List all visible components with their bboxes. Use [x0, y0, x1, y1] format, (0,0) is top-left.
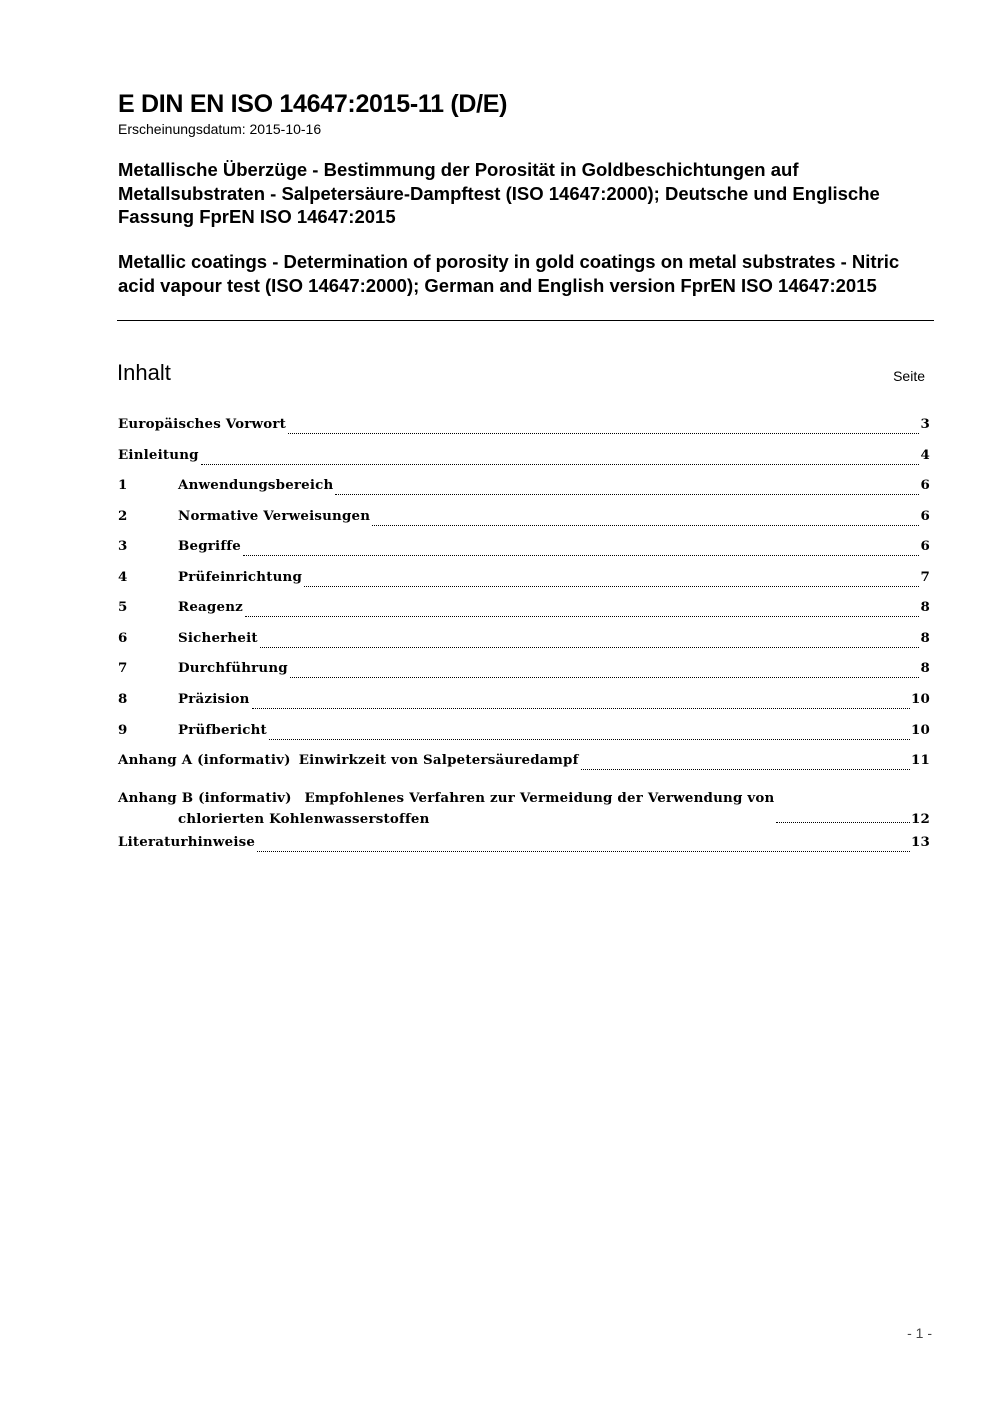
- toc-entry-title: Einwirkzeit von Salpetersäuredampf: [298, 752, 579, 768]
- toc-entry[interactable]: [118, 538, 930, 560]
- document-id: E DIN EN ISO 14647:2015-11 (D/E): [118, 90, 508, 118]
- toc-entry[interactable]: [118, 508, 930, 530]
- toc-entry-number: 6: [118, 630, 128, 646]
- toc-leader: [243, 555, 919, 556]
- title-english: Metallic coatings - Determination of porosity in gold coatings on metal substrates - Nitric acid vapour test (ISO 14647:2000); German and English version FprEN ISO 14647:2015: [118, 251, 900, 296]
- toc-leader: [260, 647, 920, 648]
- toc-entry-annex-a[interactable]: [118, 752, 930, 774]
- toc-entry-title: Anwendungsbereich: [178, 477, 334, 493]
- toc-entry-number: Anhang A (informativ): [118, 752, 291, 768]
- toc-entry-page: 8: [920, 630, 930, 646]
- toc-leader: [257, 851, 910, 852]
- toc-entry-number: 7: [118, 660, 128, 676]
- toc-entry-page: 8: [920, 599, 930, 615]
- title-german: Metallische Überzüge - Bestimmung der Porosität in Goldbeschichtungen auf Metallsubstraten - Salpetersäure-Dampftest (ISO 14647:2000); Deutsche und Englische Fassung FprEN ISO 14647:2015: [118, 159, 880, 227]
- toc-entry-title-block: [118, 790, 774, 827]
- toc-entry-number: 5: [118, 599, 128, 615]
- toc-entry-title-line1: [118, 790, 774, 806]
- toc-entry-title: Europäisches Vorwort: [118, 416, 287, 432]
- toc-leader: [288, 433, 919, 434]
- toc-entry-title: Begriffe: [178, 538, 241, 554]
- toc-entry-page: 11: [910, 752, 930, 768]
- toc-entry-title: Prüfeinrichtung: [178, 569, 303, 585]
- toc-entry-number: 3: [118, 538, 128, 554]
- toc-leader: [372, 525, 919, 526]
- toc-entry-annex-b[interactable]: [118, 783, 930, 827]
- toc-entry-title: Literaturhinweise: [118, 834, 256, 850]
- toc-leader: [581, 769, 910, 770]
- toc-entry-page: 13: [910, 834, 930, 850]
- toc-leader: [201, 464, 920, 465]
- toc-entry[interactable]: [118, 660, 930, 682]
- toc-entry-page: 8: [920, 660, 930, 676]
- toc-entry[interactable]: [118, 691, 930, 713]
- toc-entry-title: Reagenz: [178, 599, 243, 615]
- toc-leader: [335, 494, 919, 495]
- toc-entry[interactable]: [118, 477, 930, 499]
- toc-entry-number: 8: [118, 691, 128, 707]
- toc-entry-title: Empfohlenes Verfahren zur Vermeidung der Verwendung von: [304, 790, 775, 806]
- toc-leader: [290, 677, 920, 678]
- toc-entry-number: 4: [118, 569, 128, 585]
- toc-entry-page: 4: [920, 447, 930, 463]
- toc-entry-page: 10: [910, 691, 930, 707]
- publication-date: Erscheinungsdatum: 2015-10-16: [118, 121, 322, 137]
- toc-entry-number: 1: [118, 477, 128, 493]
- toc-entry-number: 9: [118, 722, 128, 738]
- toc-entry-number: 2: [118, 508, 128, 524]
- toc-leader: [304, 586, 919, 587]
- page-number: - 1 -: [907, 1325, 932, 1341]
- toc-entry-title: Durchführung: [178, 660, 288, 676]
- toc-page-label: Seite: [893, 368, 925, 384]
- toc-entry[interactable]: [118, 722, 930, 744]
- toc-leader: [252, 708, 910, 709]
- toc-entry-page: 6: [920, 538, 930, 554]
- toc-entry[interactable]: [118, 834, 930, 856]
- toc-leader: [776, 822, 909, 823]
- toc-entry-page: 10: [910, 722, 930, 738]
- toc-entry-title: Präzision: [178, 691, 250, 707]
- toc-entry-title: Normative Verweisungen: [178, 508, 371, 524]
- toc-entry-page: 6: [920, 508, 930, 524]
- toc-leader: [245, 616, 920, 617]
- toc-entry[interactable]: [118, 416, 930, 438]
- toc-entry[interactable]: [118, 447, 930, 469]
- toc-entry-page: 12: [910, 811, 930, 827]
- toc-entry-title-line2: chlorierten Kohlenwasserstoffen: [178, 811, 430, 827]
- toc-entry-page: 7: [920, 569, 930, 585]
- toc-entry-page: 3: [920, 416, 930, 432]
- toc-heading: Inhalt: [117, 360, 171, 385]
- toc-entry-title: Einleitung: [118, 447, 199, 463]
- toc-entry-number: Anhang B (informativ): [118, 790, 292, 806]
- toc-entry-title: Prüfbericht: [178, 722, 267, 738]
- title-divider: [117, 320, 934, 321]
- toc-entry[interactable]: [118, 599, 930, 621]
- toc-entry[interactable]: [118, 630, 930, 652]
- toc-entry-page: 6: [920, 477, 930, 493]
- toc-leader: [269, 739, 910, 740]
- toc-entry[interactable]: [118, 569, 930, 591]
- toc-entry-title: Sicherheit: [178, 630, 258, 646]
